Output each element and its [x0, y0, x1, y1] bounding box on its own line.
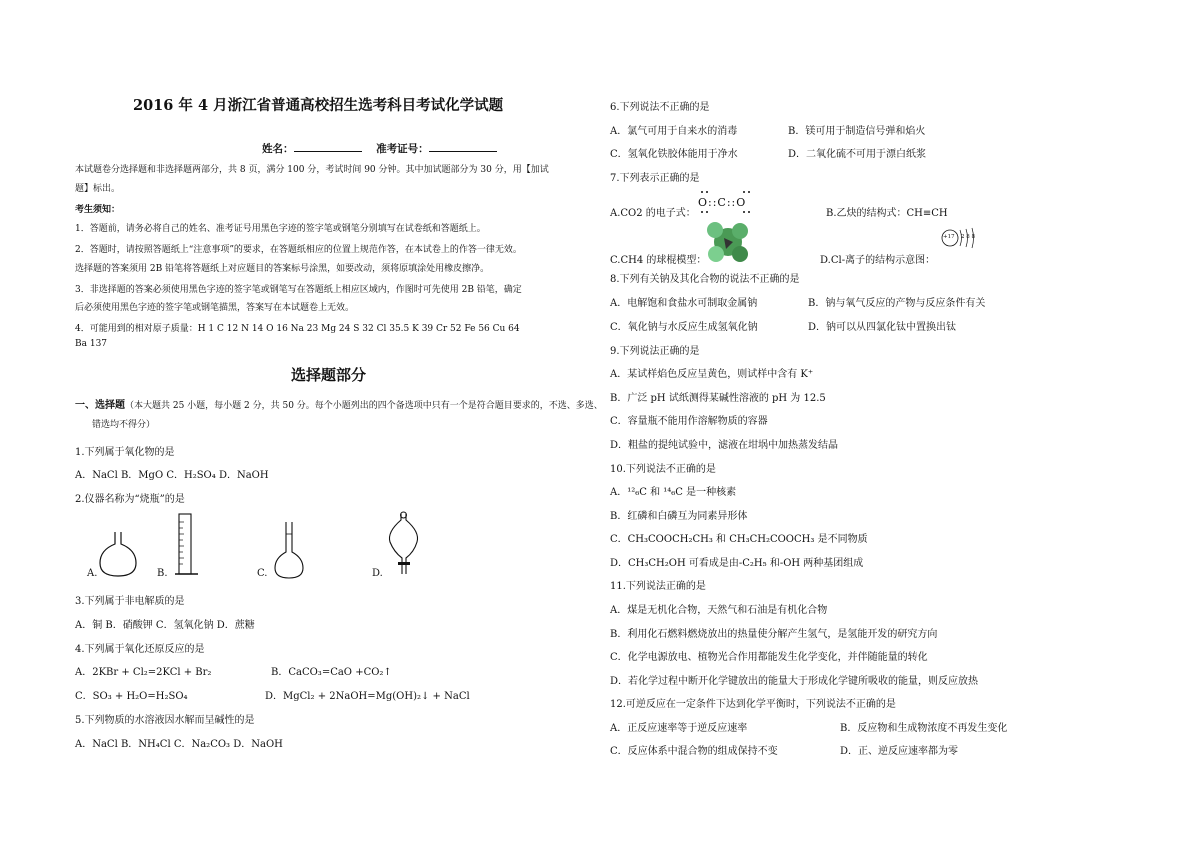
ch4-ball-stick-model-icon — [706, 220, 750, 264]
notice-item: 3．非选择题的答案必须使用黑色字迹的签字笔或钢笔写在答题纸上相应区域内，作图时可先使用 2B 铅笔，确定 — [75, 285, 522, 295]
question-3: 3.下列属于非电解质的是 — [75, 596, 185, 607]
part-heading-line2: 错选均不得分） — [92, 420, 156, 430]
question-7: 7.下列表示正确的是 — [610, 173, 700, 184]
question-11-option-d: D．若化学过程中断开化学键放出的能量大于形成化学键所吸收的能量，则反应放热 — [610, 676, 979, 687]
name-label: 姓名： — [262, 143, 294, 155]
notice-title: 考生须知： — [75, 205, 121, 215]
question-9-option-d: D．粗盐的提纯试验中，滤液在坩埚中加热蒸发结晶 — [610, 440, 839, 451]
question-12-option-d: D．正、逆反应速率都为零 — [840, 746, 959, 757]
page-title: 2016 年 4 月浙江省普通高校招生选考科目考试化学试题 — [133, 97, 504, 114]
flask-a-icon — [98, 530, 142, 580]
question-11-option-a: A．煤是无机化合物，天然气和石油是有机化合物 — [610, 605, 828, 616]
question-4-option-c: C．SO₃ + H₂O=H₂SO₄ — [75, 691, 188, 702]
question-9-option-a: A．某试样焰色反应呈黄色，则试样中含有 K⁺ — [610, 369, 814, 380]
question-6-option-d: D．二氧化硫不可用于漂白纸浆 — [788, 149, 927, 160]
part-heading-text: （本大题共 25 小题，每小题 2 分，共 50 分。每个小题列出的四个备选项中只有一个是符合题目要求的，不选、多选、 — [125, 401, 603, 411]
question-9-option-c: C．容量瓶不能用作溶解物质的容器 — [610, 416, 768, 427]
question-8-option-c: C．氧化钠与水反应生成氢氧化钠 — [610, 322, 758, 333]
question-4: 4.下列属于氧化还原反应的是 — [75, 644, 205, 655]
part-heading-bold: 一、选择题 — [75, 400, 125, 411]
question-8-option-d: D．钠可以从四氯化钛中置换出钛 — [808, 322, 957, 333]
question-1-options: A．NaCl B．MgO C．H₂SO₄ D．NaOH — [75, 470, 269, 481]
question-3-options: A．铜 B．硝酸钾 C．氢氧化钠 D．蔗糖 — [75, 620, 255, 631]
volumetric-flask-icon — [273, 520, 305, 582]
cl-shell-electrons: 2 8 8 — [961, 234, 975, 240]
intro-line: 本试题卷分选择题和非选择题两部分，共 8 页，满分 100 分，考试时间 90 分钟。其中加试题部分为 30 分，用【加试 — [75, 165, 549, 175]
question-10-option-b: B．红磷和白磷互为同素异形体 — [610, 511, 748, 522]
option-c-label: C. — [257, 568, 268, 579]
co2-electron-formula: O::C::O — [698, 196, 747, 209]
question-6: 6.下列说法不正确的是 — [610, 102, 710, 113]
question-11-option-c: C．化学电源放电、植物光合作用都能发生化学变化，并伴随能量的转化 — [610, 652, 928, 663]
section-title: 选择题部分 — [291, 366, 367, 384]
question-4-option-b: B．CaCO₃=CaO +CO₂↑ — [271, 667, 392, 678]
question-6-option-c: C．氢氧化铁胶体能用于净水 — [610, 149, 738, 160]
question-10: 10.下列说法不正确的是 — [610, 464, 716, 475]
notice-item: 选择题的答案须用 2B 铅笔将答题纸上对应题目的答案标号涂黑，如要改动，须将原填涂处用橡皮擦净。 — [75, 264, 490, 274]
question-1: 1.下列属于氧化物的是 — [75, 447, 175, 458]
electron-dots-icon — [698, 190, 758, 220]
question-12-option-c: C．反应体系中混合物的组成保持不变 — [610, 746, 778, 757]
question-10-option-d: D．CH₃CH₂OH 可看成是由-C₂H₅ 和-OH 两种基团组成 — [610, 558, 864, 569]
option-a-label: A. — [87, 568, 98, 579]
notice-item: Ba 137 — [75, 339, 108, 349]
intro-line: 题】标出。 — [75, 184, 121, 194]
question-5: 5.下列物质的水溶液因水解而呈碱性的是 — [75, 715, 255, 726]
notice-item: 4．可能用到的相对原子质量：H 1 C 12 N 14 O 16 Na 23 Mg 24 S 32 Cl 35.5 K 39 Cr 52 Fe 56 Cu 64 — [75, 324, 520, 334]
cl-ion-structure-icon — [940, 228, 980, 252]
name-blank[interactable] — [294, 141, 362, 152]
question-12: 12.可逆反应在一定条件下达到化学平衡时，下列说法不正确的是 — [610, 699, 896, 710]
question-8: 8.下列有关钠及其化合物的说法不正确的是 — [610, 274, 800, 285]
notice-item: 1．答题前，请务必将自己的姓名、准考证号用黑色字迹的签字笔或钢笔分别填写在试卷纸和答题纸上。 — [75, 224, 486, 234]
separatory-funnel-icon — [384, 512, 424, 578]
question-12-option-b: B．反应物和生成物浓度不再发生变化 — [840, 723, 1008, 734]
question-12-option-a: A．正反应速率等于逆反应速率 — [610, 723, 748, 734]
question-4-option-a: A．2KBr + Cl₂=2KCl + Br₂ — [75, 667, 212, 678]
id-blank[interactable] — [429, 141, 497, 152]
question-7-option-b: B.乙炔的结构式：CH≡CH — [826, 208, 948, 219]
question-11-option-b: B．利用化石燃料燃烧放出的热量使分解产生氢气，是氢能开发的研究方向 — [610, 629, 938, 640]
question-7-option-a: A.CO2 的电子式： — [610, 208, 696, 219]
question-10-option-c: C．CH₃COOCH₂CH₃ 和 CH₃CH₂COOCH₃ 是不同物质 — [610, 534, 868, 545]
question-9-option-b: B．广泛 pH 试纸测得某碱性溶液的 pH 为 12.5 — [610, 393, 826, 404]
question-9: 9.下列说法正确的是 — [610, 346, 700, 357]
question-7-option-d: D.Cl-离子的结构示意图： — [820, 255, 936, 266]
question-8-option-a: A．电解饱和食盐水可制取金属钠 — [610, 298, 758, 309]
option-d-label: D. — [372, 568, 383, 579]
id-label: 准考证号： — [376, 143, 429, 155]
part-heading — [75, 396, 603, 411]
question-6-option-a: A．氯气可用于自来水的消毒 — [610, 126, 738, 137]
question-4-option-d: D．MgCl₂ + 2NaOH=Mg(OH)₂↓ + NaCl — [265, 691, 470, 702]
question-11: 11.下列说法正确的是 — [610, 581, 706, 592]
question-8-option-b: B．钠与氧气反应的产物与反应条件有关 — [808, 298, 986, 309]
notice-item: 2．答题时，请按照答题纸上“注意事项”的要求，在答题纸相应的位置上规范作答，在本试卷上的作答一律无效。 — [75, 245, 522, 255]
question-2: 2.仪器名称为“烧瓶”的是 — [75, 494, 185, 505]
option-b-label: B. — [157, 568, 168, 579]
notice-item: 后必须使用黑色字迹的签字笔或钢笔描黑，答案写在本试题卷上无效。 — [75, 303, 355, 313]
question-6-option-b: B．镁可用于制造信号弹和焰火 — [788, 126, 926, 137]
cl-nucleus-label: +17 — [943, 234, 955, 240]
graduated-cylinder-icon — [172, 512, 202, 580]
question-10-option-a: A．¹²₆C 和 ¹⁴₆C 是一种核素 — [610, 487, 737, 498]
candidate-info — [262, 141, 497, 156]
question-5-options: A．NaCl B．NH₄Cl C．Na₂CO₃ D．NaOH — [75, 739, 283, 750]
question-7-option-c: C.CH4 的球棍模型： — [610, 255, 707, 266]
